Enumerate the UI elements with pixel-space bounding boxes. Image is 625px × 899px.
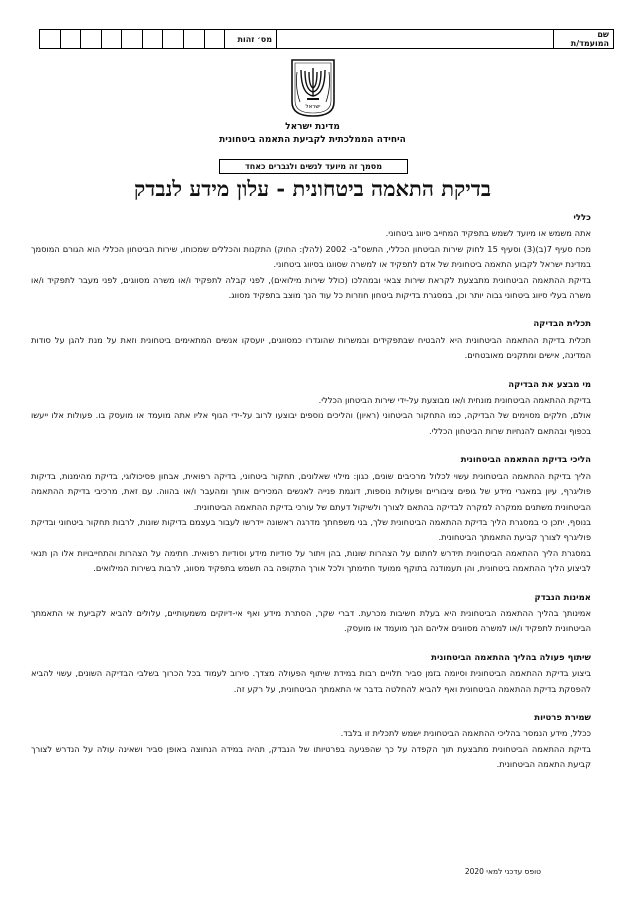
section-paragraph: אתה משמש או מיועד לשמש בתפקיד המחייב סיווג ביטחוני.	[385, 228, 591, 239]
id-digit-box[interactable]	[163, 30, 184, 48]
section-paragraph: בדיקת ההתאמה הביטחונית מתבצעת תוך הקפדה על כך שהפגיעה בפרטיותו של הנבדק, תהיה במידה הנחוצה באופן סביר ושאינה עולה על הנדרש לצורך קביעת התאמה הביטחונית.	[31, 743, 591, 770]
section-heading: שמירת פרטיות	[534, 712, 591, 723]
section-heading: מי מבצע את הבדיקה	[508, 379, 591, 390]
id-digit-box[interactable]	[61, 30, 82, 48]
id-digit-box[interactable]	[102, 30, 123, 48]
id-number-field[interactable]	[40, 30, 224, 48]
section-paragraph: אולם, חלקים מסוימים של הבדיקה, כמו התחקור הביטחוני (ראיון) והליכים נוספים יבוצעו לרוב על-ידי הגוף אליו אתה מועמד או מועסק בו. פעולות אלו ייעשו בכפוף ובהתאם להנחיות שרות הביטחון הכללי.	[31, 410, 591, 436]
gender-notice-box: מסמך זה מיועד לנשים ולגברים כאחד	[219, 159, 408, 174]
document-body	[31, 211, 591, 773]
id-digit-box[interactable]	[81, 30, 102, 48]
unit-name: היחידה הממלכתית לקביעת התאמה ביטחונית	[219, 135, 406, 145]
state-emblem-icon	[288, 58, 338, 118]
section-heading: תכלית הבדיקה	[533, 319, 591, 330]
section-paragraph: מכח סעיף 7(ב)(3) וסעיף 15 לחוק שירות הביטחון הכללי, התשס"ב- 2002 (להלן: החוק) התקנות והכללים שמכוחו, שירות הביטחון הכללי הוא הגורם המוסמך במדינת ישראל לקבוע התאמה ביטחונית של אדם לתפקיד או למשרה שסווגו בסיווג ביטחוני.	[31, 243, 591, 270]
page-title: בדיקת התאמה ביטחונית - עלון מידע לנבדק	[134, 176, 491, 201]
id-digit-box[interactable]	[122, 30, 143, 48]
section	[31, 711, 591, 773]
state-name: מדינת ישראל	[285, 122, 340, 132]
id-digit-box[interactable]	[205, 30, 225, 48]
candidate-form-bar	[39, 29, 614, 49]
section-paragraph: בדיקת ההתאמה הביטחונית מונחית ו/או מבוצעת על-ידי שירות הביטחון הכללי.	[318, 395, 591, 406]
section	[31, 591, 591, 637]
section-paragraph: הליך בדיקת ההתאמה הביטחונית עשוי לכלול מרכיבים שונים, כגון: מילוי שאלונים, תחקור ביטחוני, בדיקה רפואית, אבחון פסיכולוגי, בדיקת מהימנות, בדיקות פוליגרף, עיון במאגרי מידע של גופים ציבוריים ופעולות נוספות, דוגמת פנייה לאנשים המכירים אותך ומהעבר ו/או בהווה. עם זאת, מרכיבי בדיקת ההתאמה הביטחונית משתנים ממקרה למקרה לבדיקה בהתאם לצורך ולשיקול דעתם של עורכי בדיקת ההתאמה הביטחונית.	[31, 470, 591, 512]
section-paragraph: במסגרת הליך ההתאמה הביטחונית תידרש לחתום על הצהרות שונות, בהן ויתור על סודיות מידע וסודיות רפואית. חתימה על הצהרות והתחייבויות אלו הן תנאי לביצוע הליך ההתאמה ביטחונית, והן תעמודנה בתוקף ממועד חתימתך ולכל אורך התקופה בה תשמש בתפקיד מסווג, לרבות בשירות המילואים.	[31, 547, 591, 574]
section	[31, 651, 591, 697]
section	[31, 378, 591, 440]
section-heading: שיתוף פעולה בהליך ההתאמה הביטחונית	[431, 652, 591, 663]
form-version-footer: טופס עדכני למאי 2020	[464, 867, 541, 876]
section-paragraph: בנוסף, יתכן כי במסגרת הליך בדיקת ההתאמה הביטחונית שלך, בני משפחתך מדרגה ראשונה יידרשו לעבור בעצמם בדיקות שונות, לרבות תחקור ביטחוני ובדיקת פוליגרף לצורך קביעת התאמתך הביטחונית.	[31, 516, 591, 543]
id-digit-box[interactable]	[40, 30, 61, 48]
section-paragraph: בדיקת ההתאמה הביטחונית מתבצעת לקראת שירות צבאי ובמהלכו (כולל שירות מילואים), לפני קבלה לתפקיד ו/או משרה מסווגים, לפני מעבר לתפקיד ו/או משרה בעלי סיווג ביטחוני גבוה יותר וכן, במסגרת בדיקות ביטחון חוזרות כל עוד הנך מוצב בתפקיד מסווג.	[31, 274, 591, 301]
candidate-name-label: שם המועמד/ת	[553, 30, 613, 48]
section-paragraph: ככלל, מידע הנמסר בהליכי ההתאמה הביטחונית ישמש לתכלית זו בלבד.	[340, 728, 591, 739]
section-paragraph: תכלית בדיקת ההתאמה הביטחונית היא להבטיח שבתפקידים ובמשרות שהוגדרו כמסווגים, יועסקו אנשים המתאימים ביטחונית וזאת על מנת להגן על סודות המדינה, אישים ומתקנים מאובטחים.	[31, 334, 591, 361]
section-paragraph: אמינותך בהליך ההתאמה הביטחונית היא בעלת חשיבות מכרעת. דברי שקר, הסתרת מידע ואף אי-דיוקים משמעותיים, עלולים להביא לקביעת אי התאמתך הביטחונית לתפקיד ו/או למשרה מסווגים אליהם הנך מועמד או מועסק.	[31, 607, 591, 634]
id-digit-box[interactable]	[184, 30, 205, 48]
section-paragraph: ביצוע בדיקת ההתאמה הביטחונית וסיומה בזמן סביר תלויים רבות במידת שיתוף הפעולה מצדך. סירוב לעמוד בכל הכרוך בשלבי הבדיקה השונים, עשוי להביא להפסקת בדיקת ההתאמה הביטחונית ואף להביא להחלטה בדבר אי התאמתך הביטחונית, על רקע זה.	[31, 668, 591, 694]
section	[31, 317, 591, 363]
id-digit-box[interactable]	[143, 30, 164, 48]
section-heading: כללי	[573, 213, 591, 223]
section	[31, 211, 591, 303]
emblem-text: ישראל	[305, 104, 321, 110]
section	[31, 453, 591, 576]
section-heading: אמינות הנבדק	[534, 592, 591, 603]
id-number-label: מס׳ זהות	[224, 30, 276, 48]
section-heading: הליכי בדיקת ההתאמה הביטחונית	[460, 455, 591, 466]
candidate-name-field[interactable]	[276, 30, 553, 48]
